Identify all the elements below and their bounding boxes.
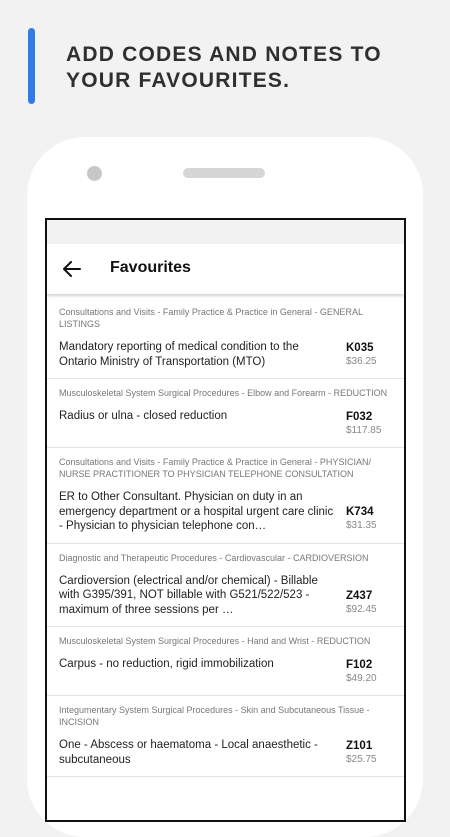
favourites-list [47, 294, 404, 777]
item-category: Consultations and Visits - Family Practice & Practice in General - GENERAL LISTINGS [59, 307, 363, 329]
promo-accent-bar [28, 28, 35, 104]
list-item[interactable] [47, 544, 404, 628]
item-code: K035 [346, 342, 374, 354]
app-bar [47, 244, 404, 294]
item-category: Consultations and Visits - Family Practice & Practice in General - PHYSICIAN/ NURSE PRACTITIONER TO PHYSICIAN TELEPHONE CONSULTATION [59, 457, 371, 479]
page-title: Favourites [110, 259, 191, 276]
item-code: Z437 [346, 589, 373, 602]
item-description: One - Abscess or haematoma - Local anaesthetic - subcutaneous [59, 739, 318, 766]
item-category: Integumentary System Surgical Procedures - Skin and Subcutaneous Tissue - INCISION [59, 705, 370, 727]
item-description: Mandatory reporting of medical condition to the Ontario Ministry of Transportation (MTO) [59, 341, 299, 368]
item-category: Diagnostic and Therapeutic Procedures - Cardiovascular - CARDIOVERSION [59, 552, 369, 563]
list-item[interactable] [47, 696, 404, 777]
status-bar [47, 220, 404, 244]
item-description: Carpus - no reduction, rigid immobilization [59, 658, 274, 670]
promo-title: ADD CODES AND NOTES TO YOUR FAVOURITES. [66, 43, 382, 92]
list-item[interactable] [47, 298, 404, 379]
speaker-grille [183, 168, 265, 178]
list-item[interactable] [47, 448, 404, 544]
item-code: F032 [346, 411, 373, 423]
item-price: $49.20 [346, 673, 377, 684]
item-price: $25.75 [346, 754, 377, 765]
phone-screen [45, 218, 406, 822]
camera-icon [87, 166, 102, 181]
item-code: F102 [346, 659, 373, 671]
item-category: Musculoskeletal System Surgical Procedures - Elbow and Forearm - REDUCTION [59, 388, 388, 398]
item-price: $117.85 [346, 425, 382, 436]
list-item[interactable] [47, 379, 404, 448]
item-price: $92.45 [346, 603, 377, 615]
item-description: ER to Other Consultant. Physician on duty in an emergency department or a hospital urgent care clinic - Physician to physician telephone con… [59, 491, 334, 532]
back-arrow-icon[interactable] [59, 256, 85, 282]
list-item[interactable] [47, 627, 404, 696]
item-description: Cardioversion (electrical and/or chemical) - Billable with G395/391, NOT billable with G521/522/523 - maximum of three sessions per … [59, 574, 318, 616]
item-price: $36.25 [346, 356, 377, 367]
item-description: Radius or ulna - closed reduction [59, 410, 228, 422]
item-code: K734 [346, 506, 374, 518]
item-code: Z101 [346, 740, 373, 752]
item-price: $31.35 [346, 520, 377, 531]
item-category: Musculoskeletal System Surgical Procedures - Hand and Wrist - REDUCTION [59, 636, 371, 646]
